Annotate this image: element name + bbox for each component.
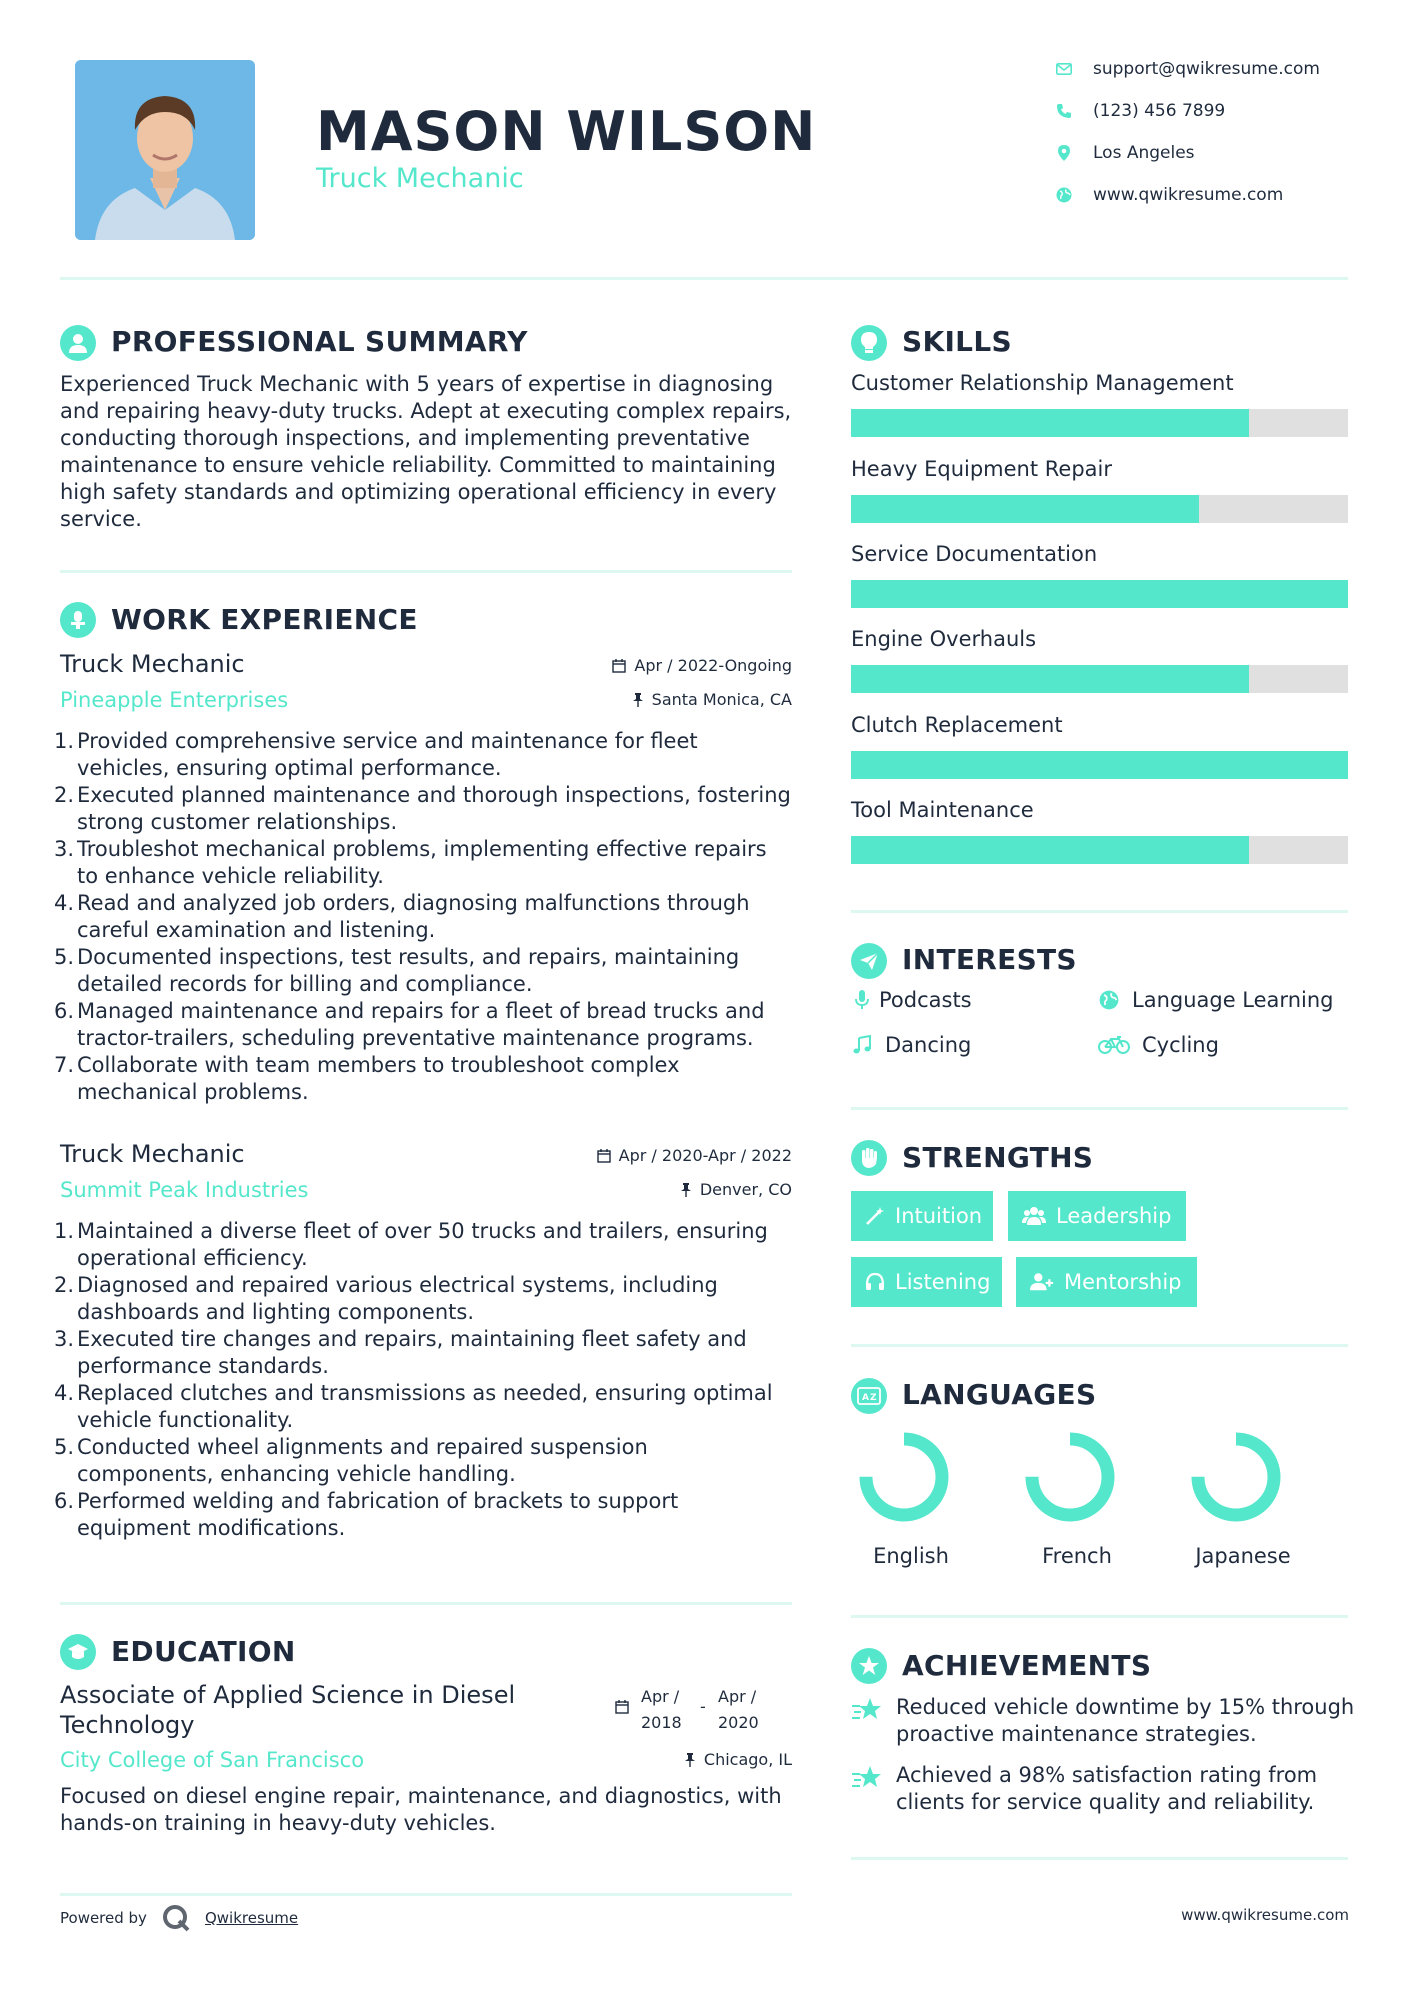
phone-icon [1055, 102, 1073, 120]
education-entry: Associate of Applied Science in Diesel Technology Apr / 2018 - Apr / 2020 City College of San Francisco Chicago, IL Focused on diesel engine repair, maintenance, and diagnostics, with hands-on training in heavy-duty vehicles. [60, 1680, 792, 1840]
skill-bar [851, 495, 1348, 523]
job-date [597, 1146, 792, 1165]
star-icon [851, 1764, 883, 1794]
degree-line: Associate of Applied Science in Diesel [60, 1681, 516, 1709]
skill-bar-fill [851, 409, 1249, 437]
summary-divider [60, 570, 792, 573]
skill-bar-fill [851, 836, 1249, 864]
job-date-text: Apr / 2022-Ongoing [634, 656, 792, 675]
skill-bar [851, 409, 1348, 437]
job-duties [54, 728, 794, 1106]
company-name: Pineapple Enterprises [60, 688, 289, 712]
language-ring [1190, 1431, 1282, 1523]
location-icon [1055, 144, 1073, 162]
skill-label: Customer Relationship Management [851, 371, 1234, 395]
language-ring-arc [1032, 1439, 1108, 1515]
list-item: 2. Diagnosed and repaired various electrical systems, including dashboards and lighting components. [54, 1273, 718, 1324]
languages-divider [851, 1615, 1348, 1618]
language-ring-arc [866, 1439, 942, 1515]
contact-location [1055, 141, 1195, 165]
user-plus-icon [1030, 1270, 1054, 1294]
calendar-icon [612, 659, 626, 673]
education-location [684, 1750, 792, 1769]
summary-text [60, 371, 800, 533]
school-name: City College of San Francisco [60, 1748, 365, 1772]
skill-label: Heavy Equipment Repair [851, 457, 1113, 481]
achievement-item [851, 1762, 1351, 1820]
contact-email-text: support@qwikresume.com [1093, 59, 1320, 79]
interest-item: Cycling [1098, 1033, 1219, 1057]
star-icon [851, 1696, 883, 1726]
music-icon [851, 1034, 873, 1056]
job-date [612, 656, 792, 675]
language-label: English [873, 1544, 949, 1568]
briefcase-icon [60, 602, 96, 638]
bicycle-icon [1098, 1034, 1130, 1056]
list-item: 3. Executed tire changes and repairs, maintaining fleet safety and performance standards. [54, 1327, 747, 1378]
list-item: 6. Performed welding and fabrication of brackets to support equipment modifications. [54, 1489, 679, 1540]
skill-bar-fill [851, 665, 1249, 693]
contact-website-text: www.qwikresume.com [1093, 185, 1284, 205]
powered-by-label: Powered by [60, 1909, 147, 1927]
job-location-text: Santa Monica, CA [651, 690, 792, 709]
education-divider [60, 1893, 792, 1896]
language-label: French [1042, 1544, 1112, 1568]
strength-tag-mentorship: Mentorship [1016, 1257, 1197, 1307]
list-item: 1. Maintained a diverse fleet of over 50 trucks and trailers, ensuring operational efficiency. [54, 1219, 768, 1270]
summary-line: conducting thorough inspections, and implementing preventative [60, 426, 750, 450]
job-entry [54, 650, 792, 1110]
languages-title: LANGUAGES [902, 1378, 1097, 1411]
achievements-divider [851, 1857, 1348, 1860]
achievement-text: Achieved a 98% satisfaction rating from clients for service quality and reliability. [896, 1763, 1318, 1814]
education-description: Focused on diesel engine repair, maintenance, and diagnostics, with hands-on training in heavy-duty vehicles. [60, 1784, 782, 1835]
contact-location-text: Los Angeles [1093, 143, 1195, 163]
strength-tag-listening: Listening [851, 1257, 1002, 1307]
calendar-icon [597, 1149, 611, 1163]
list-item: 2. Executed planned maintenance and thorough inspections, fostering strong customer relationships. [54, 783, 791, 834]
skill-label: Clutch Replacement [851, 713, 1063, 737]
contact-phone-text: (123) 456 7899 [1093, 101, 1226, 121]
calendar-icon [615, 1700, 629, 1714]
job-entry [54, 1140, 792, 1560]
star-badge-icon [851, 1648, 887, 1684]
summary-line: maintenance to ensure vehicle reliability. Committed to maintaining [60, 453, 776, 477]
contact-email[interactable] [1055, 57, 1320, 81]
language-ring [1024, 1431, 1116, 1523]
interests-divider [851, 1107, 1348, 1110]
globe-icon [1098, 989, 1120, 1011]
language-icon [851, 1378, 887, 1414]
job-title: Truck Mechanic [60, 650, 245, 678]
interest-item: Language Learning [1098, 988, 1333, 1012]
graduation-icon [60, 1634, 96, 1670]
person-icon [60, 325, 96, 361]
interest-item: Podcasts [851, 988, 972, 1012]
list-item: 6. Managed maintenance and repairs for a fleet of bread trucks and tractor-trailers, scheduling preventative maintenance programs. [54, 999, 765, 1050]
contact-phone[interactable] [1055, 99, 1225, 123]
degree-line: Technology [60, 1711, 195, 1739]
strength-tag-intuition: Intuition [851, 1191, 993, 1241]
list-item: 3. Troubleshot mechanical problems, implementing effective repairs to enhance vehicle reliability. [54, 837, 767, 888]
list-item: 7. Collaborate with team members to troubleshoot complex mechanical problems. [54, 1053, 680, 1104]
qwikresume-logo-icon [161, 1903, 191, 1933]
summary-line: service. [60, 507, 142, 531]
summary-line: Experienced Truck Mechanic with 5 years of expertise in diagnosing [60, 372, 774, 396]
job-location [632, 690, 792, 709]
powered-by [60, 1903, 298, 1933]
language-ring [858, 1431, 950, 1523]
summary-line: high safety standards and optimizing operational efficiency in every [60, 480, 777, 504]
skills-title: SKILLS [902, 325, 1012, 358]
svg-text:Z: Z [870, 1393, 877, 1403]
qwikresume-link[interactable]: Qwikresume [204, 1909, 299, 1927]
education-location-text: Chicago, IL [703, 1750, 792, 1769]
magic-wand-icon [865, 1204, 885, 1228]
pin-icon [684, 1753, 696, 1767]
language-ring-arc [1198, 1439, 1274, 1515]
lightbulb-icon [851, 325, 887, 361]
job-date-text: Apr / 2020-Apr / 2022 [618, 1146, 792, 1165]
paper-plane-icon [851, 943, 887, 979]
interest-item: Dancing [851, 1033, 971, 1057]
achievement-text: Reduced vehicle downtime by 15% through proactive maintenance strategies. [896, 1695, 1355, 1746]
summary-title: PROFESSIONAL SUMMARY [111, 325, 528, 358]
list-item: 5. Documented inspections, test results, and repairs, maintaining detailed records for billing and compliance. [54, 945, 740, 996]
list-item: 4. Replaced clutches and transmissions as needed, ensuring optimal vehicle functionality. [54, 1381, 773, 1432]
skill-bar [851, 836, 1348, 864]
headphones-icon [865, 1270, 885, 1294]
pin-icon [680, 1183, 692, 1197]
footer-url[interactable]: www.qwikresume.com [1181, 1906, 1349, 1924]
skill-label: Engine Overhauls [851, 627, 1037, 651]
strengths-title: STRENGTHS [902, 1141, 1094, 1174]
list-item: 1. Provided comprehensive service and maintenance for fleet vehicles, ensuring optimal performance. [54, 729, 698, 780]
pin-icon [632, 693, 644, 707]
skill-bar-fill [851, 751, 1348, 779]
job-location [680, 1180, 792, 1199]
language-label: Japanese [1195, 1544, 1291, 1568]
job-title: Truck Mechanic [60, 1140, 245, 1168]
contact-website[interactable] [1055, 183, 1283, 207]
candidate-name: MASON WILSON [316, 100, 817, 163]
header-divider [60, 277, 1348, 280]
profile-photo [75, 60, 255, 240]
skill-bar-fill [851, 495, 1199, 523]
degree-title [60, 1680, 515, 1740]
achievements-title: ACHIEVEMENTS [902, 1649, 1152, 1682]
work-title: WORK EXPERIENCE [111, 603, 418, 636]
job-location-text: Denver, CO [699, 1180, 792, 1199]
job-duties [54, 1218, 794, 1542]
list-item: 5. Conducted wheel alignments and repaired suspension components, enhancing vehicle handling. [54, 1435, 648, 1486]
skill-bar-fill [851, 580, 1348, 608]
work-divider [60, 1602, 792, 1605]
globe-icon [1055, 186, 1073, 204]
candidate-role: Truck Mechanic [316, 163, 524, 194]
skill-label: Tool Maintenance [851, 798, 1034, 822]
summary-line: and repairing heavy-duty trucks. Adept at executing complex repairs, [60, 399, 792, 423]
skill-bar [851, 665, 1348, 693]
skills-divider [851, 910, 1348, 913]
strengths-divider [851, 1344, 1348, 1347]
strength-tag-leadership: Leadership [1008, 1191, 1186, 1241]
skill-bar [851, 751, 1348, 779]
fist-icon [851, 1140, 887, 1176]
svg-text:A: A [862, 1393, 869, 1403]
email-icon [1055, 60, 1073, 78]
education-title: EDUCATION [111, 1635, 296, 1668]
company-name: Summit Peak Industries [60, 1178, 309, 1202]
skill-label: Service Documentation [851, 542, 1098, 566]
microphone-icon [851, 989, 873, 1011]
list-item: 4. Read and analyzed job orders, diagnosing malfunctions through careful examination and listening. [54, 891, 750, 942]
achievement-item [851, 1694, 1355, 1752]
interests-title: INTERESTS [902, 943, 1077, 976]
users-icon [1022, 1204, 1046, 1228]
skill-bar [851, 580, 1348, 608]
